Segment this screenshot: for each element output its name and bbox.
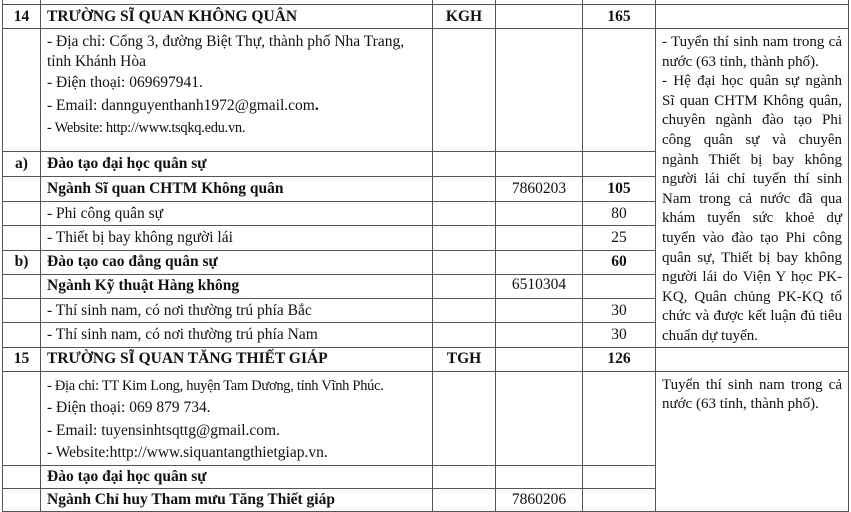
program-major-code: [496, 250, 583, 274]
school-header-note: [656, 347, 849, 371]
major-label: [3, 176, 41, 201]
school-info-row: [3, 371, 849, 465]
program-code-cell: [433, 151, 496, 176]
program-quota: 60: [583, 250, 656, 274]
specialty-name: - Thí sinh nam, có nơi thường trú phía Bắc: [41, 299, 433, 323]
program-label: b): [3, 250, 41, 274]
info-code-cell: [433, 29, 496, 152]
school-phone: - Điện thoại: 069 879 734.: [47, 399, 211, 416]
specialty-quota: 30: [583, 299, 656, 323]
school-address: - Địa chỉ: TT Kim Long, huyện Tam Dương, tỉnh Vĩnh Phúc.: [47, 377, 384, 394]
school-note-part-1: - Tuyển thí sinh nam trong cả nước (63 tỉnh, thành phố).: [662, 34, 842, 70]
major-code-cell: [433, 488, 496, 511]
school-website: - Website: http://www.tsqkq.edu.vn.: [47, 120, 246, 136]
specialty-major-code: [496, 299, 583, 323]
info-code-cell: [433, 371, 496, 465]
school-header-row: [3, 347, 849, 371]
program-major-code: [496, 151, 583, 176]
program-name: Đào tạo cao đẳng quân sự: [41, 250, 433, 274]
school-contact-info: [41, 29, 433, 152]
school-code: TGH: [433, 347, 496, 371]
major-name: Ngành Kỹ thuật Hàng không: [41, 274, 433, 298]
program-label: a): [3, 151, 41, 176]
school-major-code: [496, 347, 583, 371]
major-name: Ngành Sĩ quan CHTM Không quân: [41, 176, 433, 201]
specialty-code-cell: [433, 323, 496, 347]
info-quota-cell: [583, 29, 656, 152]
school-quota: 126: [583, 347, 656, 371]
major-code: 6510304: [496, 274, 583, 298]
major-label: [3, 488, 41, 511]
major-code: 7860203: [496, 176, 583, 201]
program-major-code: [496, 465, 583, 488]
school-email: - Email: tuyensinhtsqttg@gmail.com.: [47, 421, 280, 439]
program-quota: [583, 151, 656, 176]
program-code-cell: [433, 250, 496, 274]
school-major-code: [496, 5, 583, 29]
school-header-note: [656, 5, 849, 29]
specialty-major-code: [496, 226, 583, 250]
specialty-major-code: [496, 323, 583, 347]
specialty-code-cell: [433, 299, 496, 323]
specialty-quota: 25: [583, 226, 656, 250]
info-quota-cell: [583, 371, 656, 465]
school-phone: - Điện thoại: 069697941.: [47, 74, 203, 91]
school-index: 15: [3, 347, 41, 371]
specialty-name: - Thiết bị bay không người lái: [41, 226, 433, 250]
school-email-suffix: .: [314, 96, 319, 114]
school-email: [47, 95, 426, 118]
major-quota: [583, 488, 656, 511]
program-label: [3, 465, 41, 488]
specialty-label: [3, 299, 41, 323]
program-code-cell: [433, 465, 496, 488]
school-code: KGH: [433, 5, 496, 29]
school-email-text: - Email: dannguyenthanh1972@gmail.com: [47, 96, 315, 114]
school-note-part-2: - Hệ đại học quân sự ngành Sĩ quan CHTM Không quân, chuyên ngành đào tạo Phi công quân sự và chuyên ngành Thiết bị bay không người lái chỉ tuyển thí sinh Nam trong cả nước đã qua khám tuyển sức khoẻ dự tuyển vào đào tạo Phi công quân sự, Thiết bị bay không người lái do Viện Y học PK-KQ, Quân chủng PK-KQ tổ chức và được kết luận đủ tiêu chuẩn dự tuyển.: [662, 73, 842, 344]
specialty-quota: 30: [583, 323, 656, 347]
school-name: TRƯỜNG SĨ QUAN KHÔNG QUÂN: [41, 5, 433, 29]
major-name: Ngành Chỉ huy Tham mưu Tăng Thiết giáp: [41, 488, 433, 511]
program-quota: [583, 465, 656, 488]
specialty-code-cell: [433, 202, 496, 226]
info-index-cell: [3, 29, 41, 152]
school-index: 14: [3, 5, 41, 29]
school-website: - Website:http://www.siquantangthietgiap.vn.: [47, 444, 328, 461]
major-code: 7860206: [496, 488, 583, 511]
major-code-cell: [433, 274, 496, 298]
school-note: [656, 29, 849, 348]
info-major-cell: [496, 371, 583, 465]
major-quota: [583, 274, 656, 298]
school-address: - Địa chỉ: Cổng 3, đường Biệt Thự, thành phố Nha Trang, tỉnh Khánh Hòa: [47, 33, 405, 70]
specialty-major-code: [496, 202, 583, 226]
school-header-row: [3, 5, 849, 29]
program-name: Đào tạo đại học quân sự: [41, 151, 433, 176]
info-index-cell: [3, 371, 41, 465]
info-major-cell: [496, 29, 583, 152]
school-contact-info: [41, 371, 433, 465]
school-name: TRƯỜNG SĨ QUAN TĂNG THIẾT GIÁP: [41, 347, 433, 371]
major-code-cell: [433, 176, 496, 201]
school-note: Tuyển thí sinh nam trong cả nước (63 tỉnh, thành phố).: [656, 371, 849, 511]
specialty-label: [3, 323, 41, 347]
school-info-row: [3, 29, 849, 152]
specialty-name: - Thí sinh nam, có nơi thường trú phía Nam: [41, 323, 433, 347]
specialty-quota: 80: [583, 202, 656, 226]
specialty-name: - Phi công quân sự: [41, 202, 433, 226]
program-name: Đào tạo đại học quân sự: [41, 465, 433, 488]
admissions-table: [2, 0, 849, 512]
major-label: [3, 274, 41, 298]
specialty-label: [3, 226, 41, 250]
major-quota: 105: [583, 176, 656, 201]
specialty-label: [3, 202, 41, 226]
school-quota: 165: [583, 5, 656, 29]
specialty-code-cell: [433, 226, 496, 250]
